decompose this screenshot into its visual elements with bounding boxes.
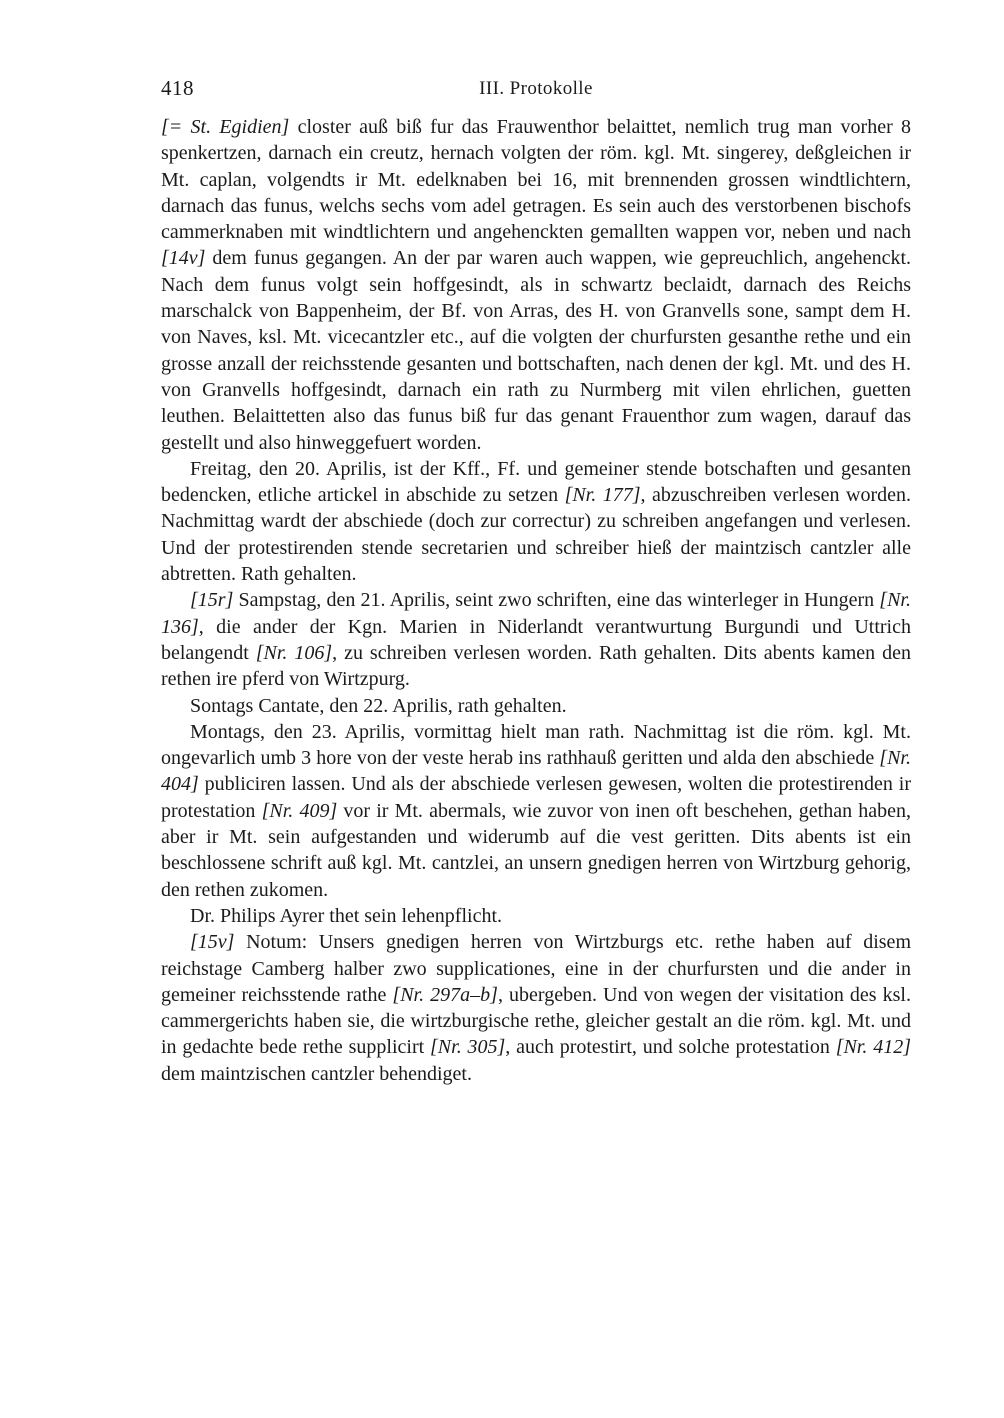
text-segment: Sontags Cantate, den 22. Aprilis, rath gehalten.: [190, 694, 567, 717]
editorial-reference: [Nr. 177]: [564, 484, 641, 507]
text-segment: dem maintzischen cantzler behendiget.: [161, 1062, 472, 1085]
text-segment: , die ander der Kgn. Marien in Niderlandt verantwurtung Burgundi und Uttrich belangendt: [161, 615, 911, 664]
paragraph: [161, 719, 911, 903]
text-segment: , ubergeben. Und von wegen der visitation des ksl. cammergerichts haben sie, die wirtzburgische rethe, gleicher gestalt an die röm. kgl. Mt. und in gedachte bede rethe supplicirt: [161, 983, 911, 1059]
paragraph: [161, 114, 911, 456]
text-segment: vor ir Mt. abermals, wie zuvor von inen oft beschehen, gethan haben, aber ir Mt. sein aufgestanden und widerumb auf die vest geritten. Dits abents ist ein beschlossene schrift auß kgl. Mt. cantzlei, an unsern gnedigen herren von Wirtzburg gehorig, den rethen zukomen.: [161, 799, 911, 901]
paragraph: [161, 929, 911, 1087]
editorial-reference: [Nr. 305]: [430, 1036, 506, 1059]
text-segment: , auch protestirt, und solche protestation: [505, 1036, 836, 1059]
editorial-reference: [Nr. 404]: [161, 747, 911, 796]
editorial-reference: [Nr. 412]: [835, 1036, 911, 1059]
editorial-reference: [15r]: [190, 589, 234, 612]
text-block: [161, 76, 911, 1087]
paragraph: [161, 693, 911, 719]
text-segment: Montags, den 23. Aprilis, vormittag hielt man rath. Nachmittag ist die röm. kgl. Mt. ongevarlich umb 3 hore von der veste herab ins rathhauß geritten und alda den abschiede: [161, 720, 911, 770]
paragraph: [161, 587, 911, 692]
paragraph: [161, 903, 911, 929]
text-segment: Dr. Philips Ayrer thet sein lehenpflicht.: [190, 904, 503, 927]
editorial-reference: [Nr. 297a–b]: [392, 983, 498, 1006]
text-segment: Notum: Unsers gnedigen herren von Wirtzburgs etc. rethe haben auf disem reichstage Camberg halber zwo supplicationes, eine in der churfursten und die ander in gemeiner reichsstende rathe: [161, 931, 911, 1006]
running-header: [161, 76, 911, 104]
text-segment: publiciren lassen. Und als der abschiede verlesen gewesen, wolten die protestirenden ir protestation: [161, 773, 911, 822]
editorial-reference: [Nr. 409]: [261, 799, 338, 822]
text-segment: Sampstag, den 21. Aprilis, seint zwo schriften, eine das winterleger in Hungern: [233, 589, 880, 612]
text-segment: , zu schreiben verlesen worden. Rath gehalten. Dits abents kamen den rethen ire pferd von Wirtzpurg.: [161, 641, 911, 691]
text-segment: , abzuschreiben verlesen worden. Nachmittag wardt der abschiede (doch zur correctur) zu schreiben angefangen und verlesen. Und der protestirenden stende secretarien und schreiber hieß der maintzisch cantzler alle abtretten. Rath gehalten.: [161, 484, 911, 586]
page-number: 418: [161, 76, 194, 100]
editorial-reference: [Nr. 106]: [255, 641, 333, 664]
text-segment: Freitag, den 20. Aprilis, ist der Kff., Ff. und gemeiner stende botschaften und gesanten bedencken, etliche artickel in abschide zu setzen: [161, 457, 911, 507]
text-segment: dem funus gegangen. An der par waren auch wappen, wie gepreuchlich, angehenckt. Nach dem funus volgt sein hoffgesindt, als in schwartz beclaidt, darnach des Reichs marschalck von Bappenheim, der Bf. von Arras, des H. von Granvells sone, sampt dem H. von Naves, ksl. Mt. vicecantzler etc., auf die volgten der churfursten gesanthe rethe und ein grosse anzall der reichsstende gesanten und bottschaften, nach denen der kgl. Mt. und des H. von Granvells hoffgesindt, darnach ein rath zu Nurmberg mit vilen ehrlichen, guetten leuthen. Belaittetten also das funus biß fur das genant Frauenthor zum wagen, darauf das gestellt und also hinweggefuert worden.: [161, 247, 911, 454]
running-title: III. Protokolle: [479, 78, 593, 99]
editorial-reference: [15v]: [190, 931, 235, 954]
page-body: [161, 114, 911, 1087]
paragraph: [161, 456, 911, 587]
editorial-reference: [14v]: [161, 247, 206, 270]
editorial-reference: [= St. Egidien]: [161, 116, 290, 138]
editorial-reference: [Nr. 136]: [161, 589, 911, 638]
text-segment: closter auß biß fur das Frauwenthor belaittet, nemlich trug man vorher 8 spenkertzen, darnach ein creutz, hernach volgten der röm. kgl. Mt. singerey, deßgleichen ir Mt. caplan, volgendts ir Mt. edelknaben bei 16, mit brennenden grossen windtlichtern, darnach das funus, welchs sechs vom adel getragen. Es sein auch des verstorbenen bischofs cammerknaben mit windtlichtern und angehenckten gemallten wappen vor, neben und nach: [161, 116, 912, 244]
